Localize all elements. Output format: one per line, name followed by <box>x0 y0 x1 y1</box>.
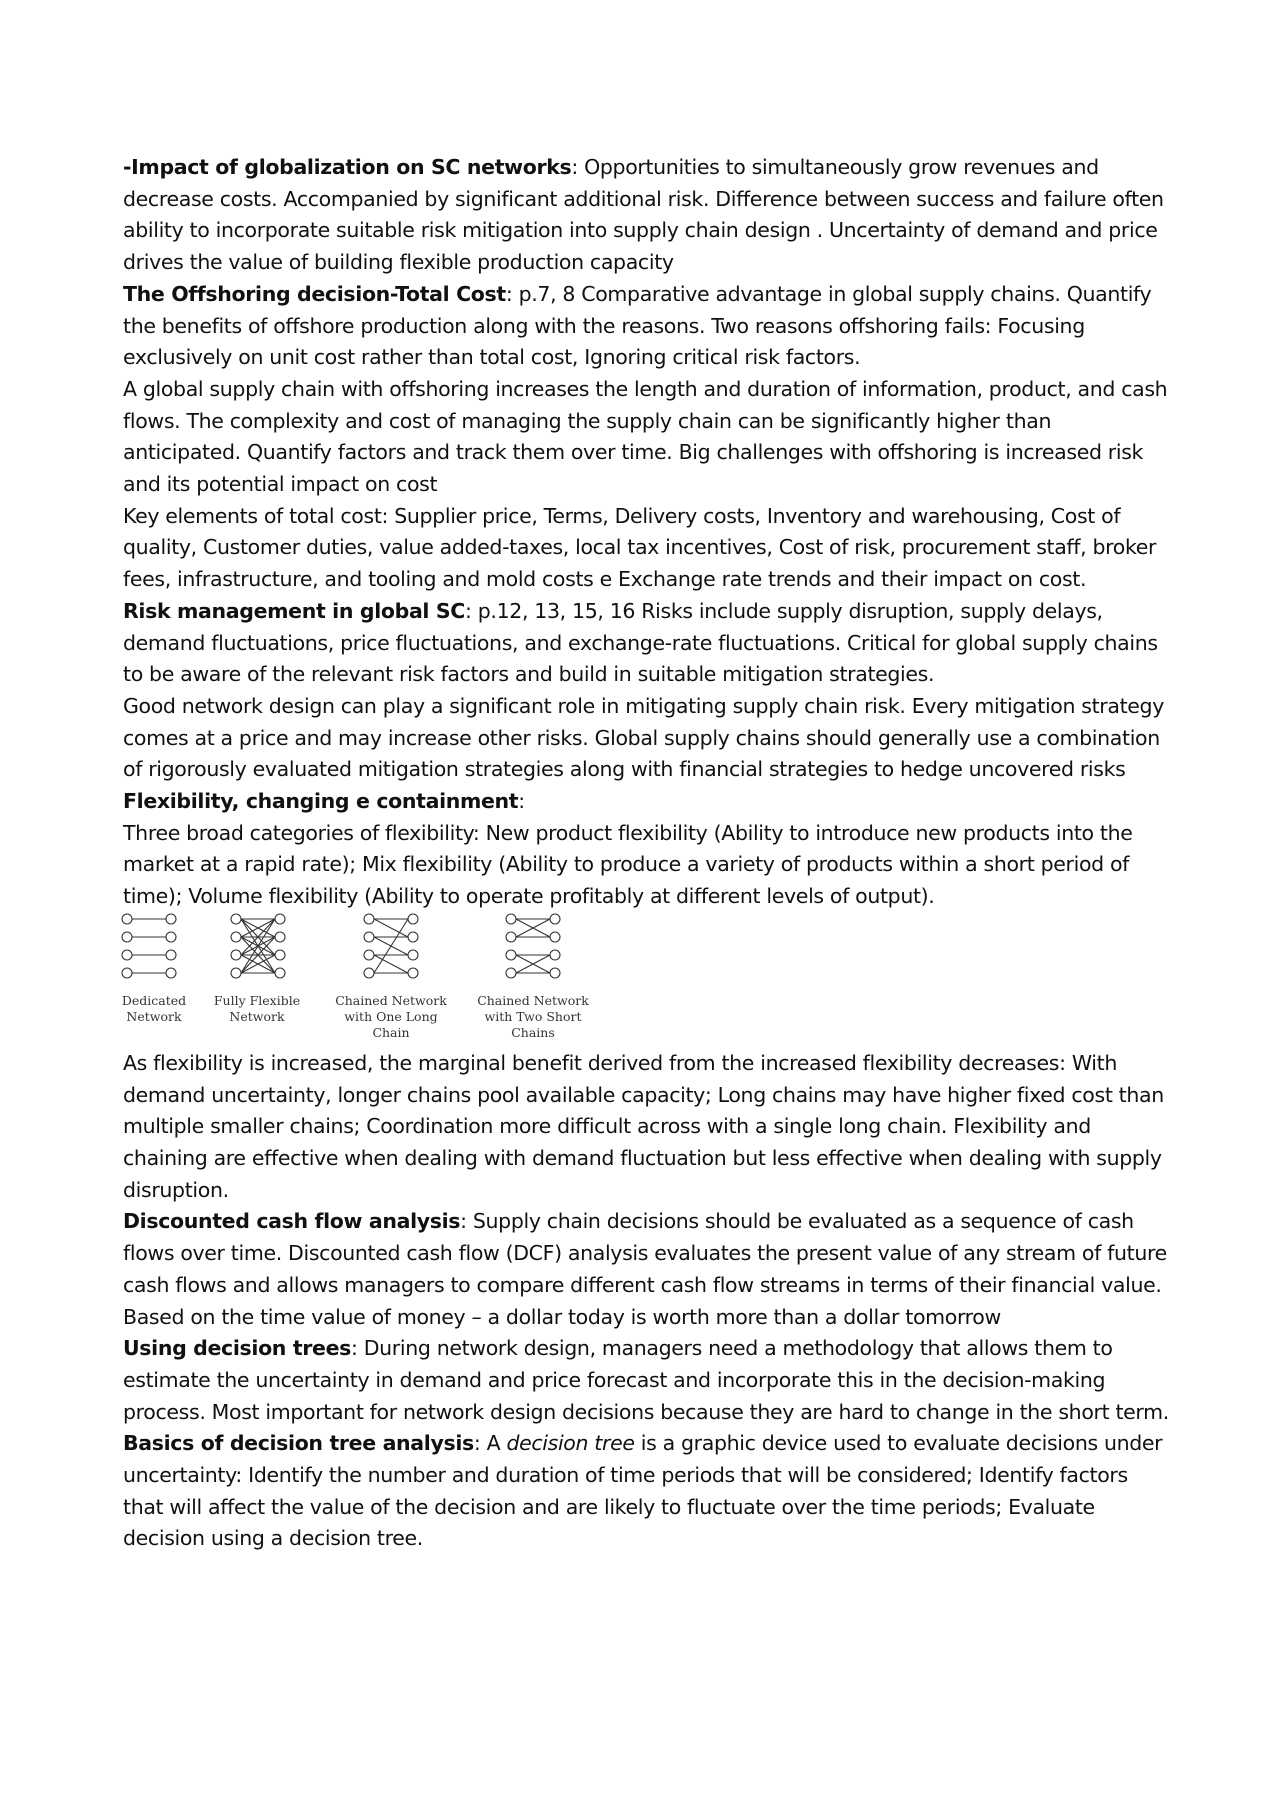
paragraph-text: Good network design can play a significant role in mitigating supply chain risk. Every mitigation strategy comes at a price and may increase other risks. Global supply chains should generally use a combination of rigorously evaluated mitigation strategies along with financial strategies to hedge uncovered risks <box>123 693 1164 782</box>
product-node-1 <box>166 950 176 960</box>
product-node-3 <box>408 950 418 960</box>
plant-node-1 <box>122 968 132 978</box>
paragraph-text: As flexibility is increased, the marginal benefit derived from the increased flexibility decreases: With demand uncertainty, longer chains pool available capacity; Long chains may have higher fixed cost than multiple smaller chains; Coordination more difficult across with a single long chain. Flexibility and chaining are effective when dealing with demand fluctuation but less effective when dealing with supply disruption. <box>123 1050 1164 1202</box>
plant-node-3 <box>364 914 374 924</box>
product-node-1 <box>166 968 176 978</box>
paragraph-text: : <box>518 789 525 814</box>
caption-fully-flexible-network: Fully Flexible Network <box>213 992 301 1024</box>
plant-node-3 <box>364 968 374 978</box>
plant-node-1 <box>122 932 132 942</box>
product-node-4 <box>550 932 560 942</box>
paragraph-text: Three broad categories of flexibility: New product flexibility (Ability to introduce new products into the market at a rapid rate); Mix flexibility (Ability to produce a variety of products within a short period of time); Volume flexibility (Ability to operate profitably at different levels of output). <box>123 820 1133 909</box>
caption-chained-network-one-long-chain: Chained Network with One Long Chain <box>335 992 447 1040</box>
product-node-2 <box>275 968 285 978</box>
paragraph <box>123 1048 1173 1207</box>
product-node-4 <box>550 914 560 924</box>
paragraph <box>123 1428 1173 1555</box>
paragraph <box>123 501 1173 596</box>
paragraph-text: : Opportunities to simultaneously grow revenues and decrease costs. Accompanied by significant additional risk. Difference between success and failure often ability to incorporate suitable risk mitigation into supply chain design . Uncertainty of demand and price drives the value of building flexible production capacity <box>123 155 1164 275</box>
product-node-1 <box>166 932 176 942</box>
paragraph-heading: Flexibility, changing e containment <box>123 789 519 814</box>
product-node-1 <box>166 914 176 924</box>
flexibility-networks-figure <box>119 913 639 1048</box>
document-page <box>123 152 1173 1555</box>
plant-node-4 <box>506 914 516 924</box>
paragraph <box>123 1333 1173 1428</box>
product-node-2 <box>275 932 285 942</box>
caption-dedicated-network: Dedicated Network <box>121 992 187 1024</box>
paragraph <box>123 596 1173 691</box>
paragraph-text: Key elements of total cost: Supplier price, Terms, Delivery costs, Inventory and warehousing, Cost of quality, Customer duties, value added-taxes, local tax incentives, Cost of risk, procurement staff, broker fees, infrastructure, and tooling and mold costs e Exchange rate trends and their impact on cost. <box>123 503 1157 592</box>
paragraph <box>123 279 1173 374</box>
paragraph-italic-term: decision tree <box>506 1431 635 1456</box>
paragraph-heading: Basics of decision tree analysis <box>123 1431 474 1456</box>
network-diagrams <box>119 913 639 993</box>
paragraph <box>123 818 1173 913</box>
plant-node-2 <box>231 932 241 942</box>
plant-node-4 <box>506 950 516 960</box>
product-node-3 <box>408 968 418 978</box>
paragraph <box>123 152 1173 279</box>
caption-chained-network-two-short-chains: Chained Network with Two Short Chains <box>477 992 589 1040</box>
product-node-3 <box>408 932 418 942</box>
product-node-2 <box>275 914 285 924</box>
plant-node-3 <box>364 950 374 960</box>
plant-node-4 <box>506 932 516 942</box>
paragraph-heading: The Offshoring decision-Total Cost <box>123 281 506 306</box>
paragraph <box>123 786 1173 818</box>
product-node-4 <box>550 968 560 978</box>
paragraph-heading: Using decision trees <box>123 1336 351 1361</box>
paragraph-text: : During network design, managers need a methodology that allows them to estimate the uncertainty in demand and price forecast and incorporate this in the decision-making process. Most important for network design decisions because they are hard to change in the short term. <box>123 1336 1169 1424</box>
plant-node-1 <box>122 914 132 924</box>
paragraph-text: : Supply chain decisions should be evaluated as a sequence of cash flows over time. Discounted cash flow (DCF) analysis evaluates the present value of any stream of future cash flows and allows managers to compare different cash flow streams in terms of their financial value. Based on the time value of money – a dollar today is worth more than a dollar tomorrow <box>123 1209 1167 1329</box>
paragraph-heading: Discounted cash flow analysis <box>123 1209 461 1234</box>
plant-node-3 <box>364 932 374 942</box>
plant-node-4 <box>506 968 516 978</box>
plant-node-2 <box>231 968 241 978</box>
paragraph-text: : p.7, 8 Comparative advantage in global supply chains. Quantify the benefits of offshore production along with the reasons. Two reasons offshoring fails: Focusing exclusively on unit cost rather than total cost, Ignoring critical risk factors. <box>123 281 1152 370</box>
paragraph-heading: -Impact of globalization on SC networks <box>123 155 572 179</box>
product-node-3 <box>408 914 418 924</box>
product-node-2 <box>275 950 285 960</box>
paragraph-text: : A <box>473 1431 507 1456</box>
text-block-1 <box>123 152 1173 913</box>
paragraph-heading: Risk management in global SC <box>123 598 466 623</box>
plant-node-1 <box>122 950 132 960</box>
network-edge-3 <box>374 919 408 973</box>
product-node-4 <box>550 950 560 960</box>
paragraph-text: is a graphic device used to evaluate decisions under uncertainty: Identify the number and duration of time periods that will be considered; Identify factors that will affect the value of the decision and are likely to fluctuate over the time periods; Evaluate decision using a decision tree. <box>123 1431 1163 1551</box>
text-block-2 <box>123 1048 1173 1555</box>
paragraph-text: : p.12, 13, 15, 16 Risks include supply disruption, supply delays, demand fluctuations, price fluctuations, and exchange-rate fluctuations. Critical for global supply chains to be aware of the relevant risk factors and build in suitable mitigation strategies. <box>123 598 1158 687</box>
plant-node-2 <box>231 950 241 960</box>
paragraph-text: A global supply chain with offshoring increases the length and duration of information, product, and cash flows. The complexity and cost of managing the supply chain can be significantly higher than anticipated. Quantify factors and track them over time. Big challenges with offshoring is increased risk and its potential impact on cost <box>123 376 1168 497</box>
paragraph <box>123 1206 1173 1333</box>
paragraph <box>123 374 1173 501</box>
plant-node-2 <box>231 914 241 924</box>
paragraph <box>123 691 1173 786</box>
